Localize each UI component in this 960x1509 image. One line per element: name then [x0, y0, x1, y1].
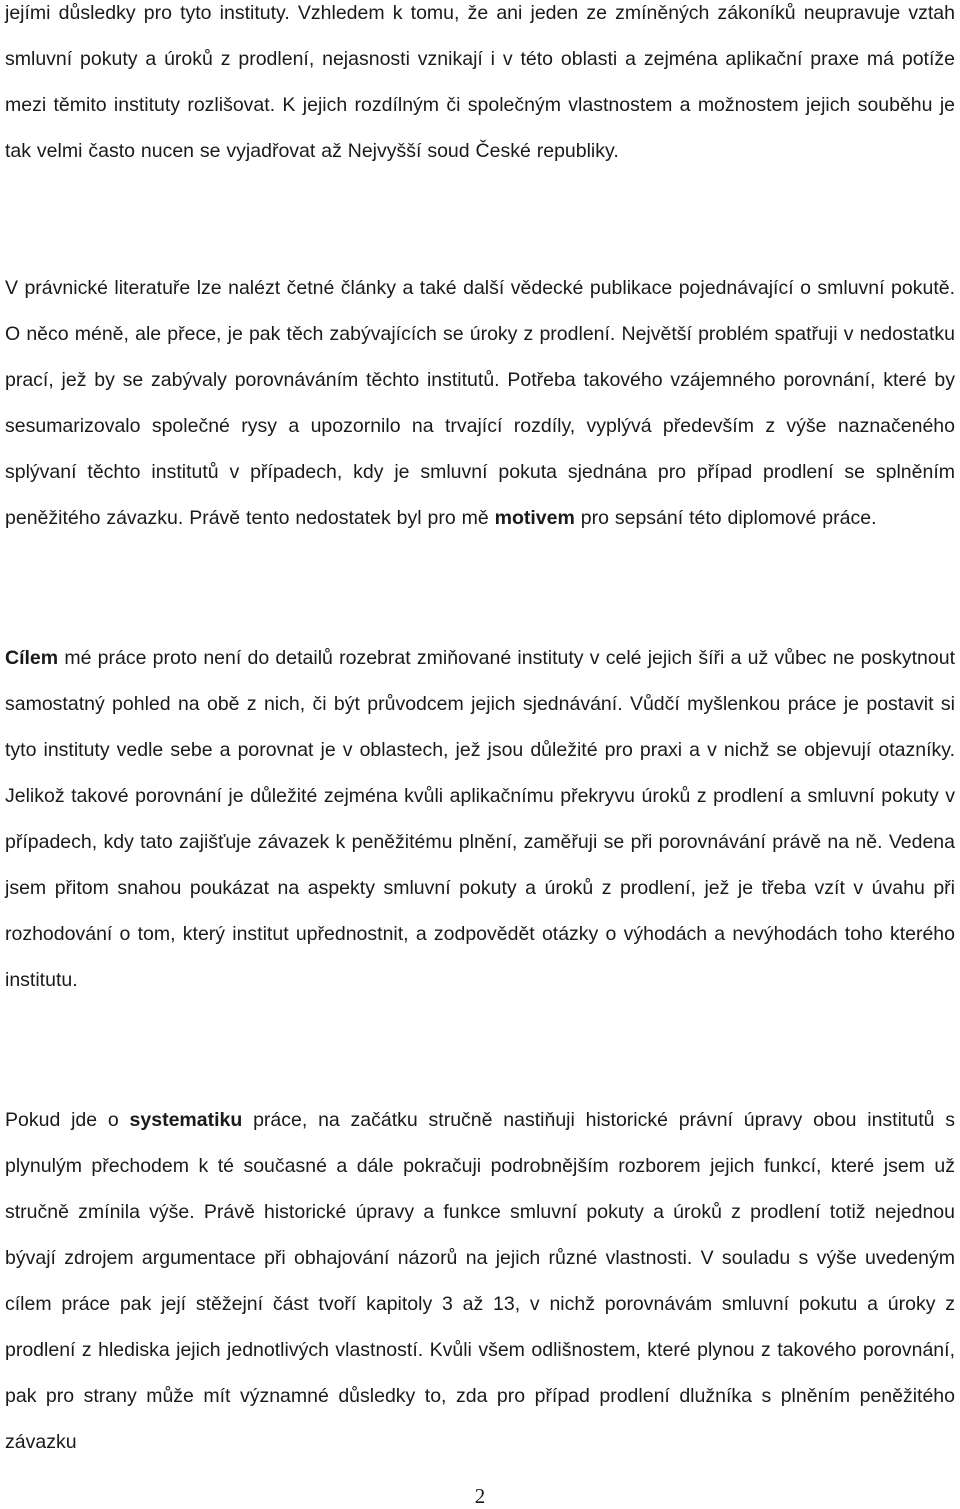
- paragraph-text: pro sepsání této diplomové práce.: [574, 507, 877, 529]
- paragraph-intro-continuation: [5, 0, 955, 174]
- paragraph-literature: [5, 265, 955, 541]
- paragraph-text: jejími důsledky pro tyto instituty. Vzhledem k tomu, že ani jeden ze zmíněných zákoníků neupravuje vztah smluvní pokuty a úroků z prodlení, nejasnosti vznikají i v této oblasti a zejména aplikační praxe má potíže mezi těmito instituty rozlišovat. K jejich rozdílným či společným vlastnostem a možnostem jejich souběhu je tak velmi často nucen se vyjadřovat až Nejvyšší soud České republiky.: [5, 2, 955, 162]
- bold-term-systematics: systematiku: [129, 1109, 243, 1131]
- paragraph-goal: [5, 635, 955, 1003]
- paragraph-text: Pokud jde o: [5, 1109, 130, 1131]
- bold-term-motive: motivem: [494, 507, 575, 529]
- paragraph-text: V právnické literatuře lze nalézt četné články a také další vědecké publikace pojednávající o smluvní pokutě. O něco méně, ale přece, je pak těch zabývajících se úroky z prodlení. Největší problém spatřuji v nedostatku prací, jež by se zabývaly porovnáváním těchto institutů. Potřeba takového vzájemného porovnání, které by sesumarizovalo společné rysy a upozornilo na trvající rozdíly, vyplývá především z výše naznačeného splývaní těchto institutů v případech, kdy je smluvní pokuta sjednána pro případ prodlení se splněním peněžitého závazku. Právě tento nedostatek byl pro mě: [5, 277, 955, 529]
- paragraph-text: mé práce proto není do detailů rozebrat zmiňované instituty v celé jejich šíři a už vůbec ne poskytnout samostatný pohled na obě z nich, či být průvodcem jejich sjednávání. Vůdčí myšlenkou práce je postavit si tyto instituty vedle sebe a porovnat je v oblastech, jež jsou důležité pro praxi a v nichž se objevují otazníky. Jelikož takové porovnání je důležité zejména kvůli aplikačnímu překryvu úroků z prodlení a smluvní pokuty v případech, kdy tato zajišťuje závazek k peněžitému plnění, zaměřuji se při porovnávání právě na ně. Vedena jsem přitom snahou poukázat na aspekty smluvní pokuty a úroků z prodlení, jež je třeba vzít v úvahu při rozhodování o tom, který institut upřednostnit, a zodpovědět otázky o výhodách a nevýhodách toho kterého institutu.: [5, 647, 955, 991]
- paragraph-text: práce, na začátku stručně nastiňuji historické právní úpravy obou institutů s plynulým přechodem k té současné a dále pokračuji podrobnějším rozborem jejich funkcí, které jsem už stručně zmínila výše. Právě historické úpravy a funkce smluvní pokuty a úroků z prodlení totiž nejednou bývají zdrojem argumentace při obhajování názorů na jejich různé vlastnosti. V souladu s výše uvedeným cílem práce pak její stěžejní část tvoří kapitoly 3 až 13, v nichž porovnávám smluvní pokutu a úroky z prodlení z hlediska jejich jednotlivých vlastností. Kvůli všem odlišnostem, které plynou z takového porovnání, pak pro strany může mít významné důsledky to, zda pro případ prodlení dlužníka s plněním peněžitého závazku: [5, 1109, 955, 1453]
- paragraph-systematics: [5, 1097, 955, 1465]
- page-number: 2: [474, 1484, 486, 1508]
- bold-term-goal: Cílem: [5, 647, 59, 669]
